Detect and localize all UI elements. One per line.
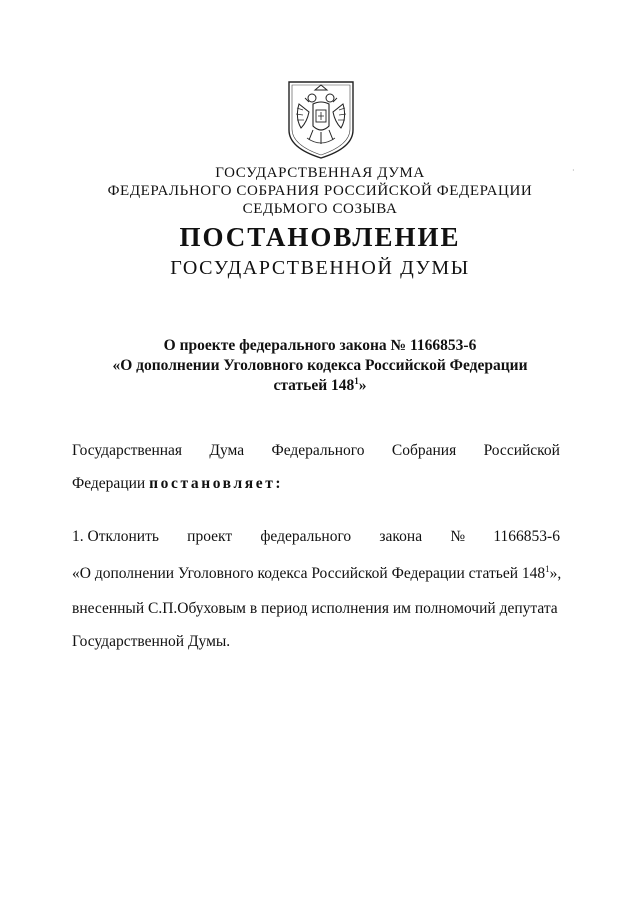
preamble-word: Дума (209, 442, 245, 459)
clause-word: закона (379, 528, 423, 545)
preamble-word: Федерального (271, 442, 365, 459)
clause-1-line-1 (72, 527, 560, 547)
clause-word: проект (187, 528, 233, 545)
clause-1-line-3: внесенный С.П.Обуховым в период исполнения им полномочий депутата (72, 600, 558, 617)
law-title-line-2: «О дополнении Уголовного кодекса Российской Федерации (112, 357, 528, 374)
document-title: ПОСТАНОВЛЕНИЕ (179, 222, 461, 252)
clause-word: федерального (260, 528, 352, 545)
clause-word: № (450, 528, 466, 545)
header-line-1: ГОСУДАРСТВЕННАЯ ДУМА (215, 165, 425, 181)
clause-1-line-2 (72, 564, 560, 584)
clause-word: 1166853-6 (493, 528, 560, 545)
law-title-line-3 (0, 376, 640, 396)
law-title-article: статьей 148 (273, 377, 355, 394)
preamble-federation: Федерации (72, 475, 146, 492)
header-line-2: ФЕДЕРАЛЬНОГО СОБРАНИЯ РОССИЙСКОЙ ФЕДЕРАЦИИ (107, 183, 533, 199)
preamble-word: Российской (483, 442, 560, 459)
clause-1-line-4: Государственной Думы. (72, 633, 231, 650)
preamble-line-1 (72, 441, 560, 461)
preamble-word: Государственная (72, 442, 183, 459)
preamble-line-2 (72, 474, 560, 494)
clause-word: 1. Отклонить (72, 528, 159, 545)
preamble-word: Собрания (391, 442, 457, 459)
law-title-line-1: О проекте федерального закона № 1166853-6 (163, 337, 477, 354)
clause-close-quote: », (549, 565, 562, 582)
margin-mark: · (572, 166, 575, 175)
header-line-3: СЕДЬМОГО СОЗЫВА (242, 201, 398, 217)
document-subtitle: ГОСУДАРСТВЕННОЙ ДУМЫ (170, 257, 470, 279)
law-title-close-quote: » (358, 377, 367, 394)
law-title-superscript: 1 (354, 376, 359, 386)
state-emblem-icon (279, 78, 363, 160)
preamble-verb: постановляет: (149, 475, 284, 492)
clause-superscript: 1 (545, 564, 550, 574)
clause-law-name: «О дополнении Уголовного кодекса Российской Федерации статьей 148 (72, 565, 546, 582)
